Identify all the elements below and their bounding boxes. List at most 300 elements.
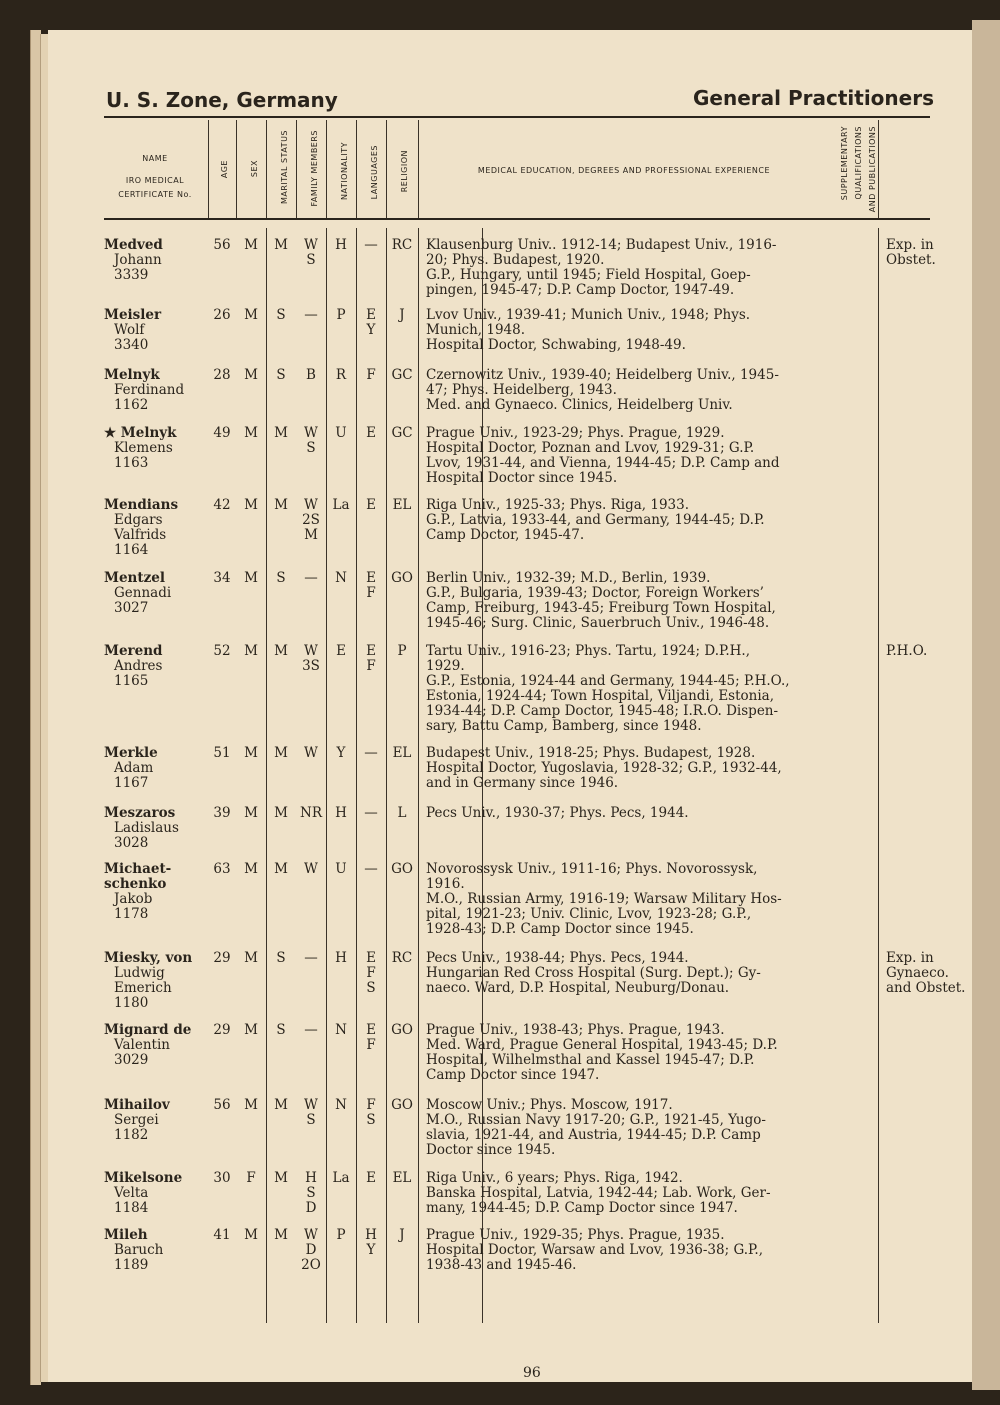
sex-cell-value: M xyxy=(244,1097,258,1113)
experience-line: Riga Univ., 6 years; Phys. Riga, 1942. xyxy=(426,1170,683,1186)
col-nationality-header: NATIONALITY xyxy=(340,142,349,200)
family-cell xyxy=(296,426,326,456)
header-rule xyxy=(104,218,930,220)
experience-line: M.O., Russian Navy 1917-20; G.P., 1921-45, Yugo- xyxy=(426,1112,766,1128)
marital-cell xyxy=(266,1023,296,1038)
languages-cell-value: E xyxy=(366,425,376,441)
sex-cell xyxy=(236,571,266,586)
religion-cell-value: GO xyxy=(391,861,413,877)
sex-cell xyxy=(236,746,266,761)
family-cell xyxy=(296,746,326,761)
given-name-or-cert: Valentin xyxy=(114,1037,170,1053)
languages-cell-value: E xyxy=(366,1022,376,1038)
surname: Miesky, von xyxy=(104,950,193,966)
surname: Meisler xyxy=(104,307,162,323)
languages-cell xyxy=(356,1098,386,1128)
experience-line: Lvov Univ., 1939-41; Munich Univ., 1948; Phys. xyxy=(426,307,751,323)
age-cell xyxy=(208,238,236,253)
sex-cell xyxy=(236,806,266,821)
religion-cell-value: GC xyxy=(391,425,413,441)
languages-cell-value: — xyxy=(364,861,378,877)
languages-cell xyxy=(356,951,386,996)
nationality-cell xyxy=(326,308,356,323)
name-cell xyxy=(104,308,214,353)
col-age-header: AGE xyxy=(220,160,229,179)
column-headers xyxy=(104,120,934,218)
surname: Michaet- xyxy=(104,861,172,877)
marital-cell xyxy=(266,426,296,441)
nationality-cell xyxy=(326,498,356,513)
sex-cell-value: M xyxy=(244,950,258,966)
languages-cell xyxy=(356,498,386,513)
languages-cell xyxy=(356,1228,386,1258)
nationality-cell-value: N xyxy=(335,1097,347,1113)
languages-cell-value: Y xyxy=(366,322,376,338)
experience-line: 47; Phys. Heidelberg, 1943. xyxy=(426,382,617,398)
experience-line: Prague Univ., 1938-43; Phys. Prague, 1943. xyxy=(426,1022,725,1038)
religion-cell-value: J xyxy=(399,307,405,323)
nationality-cell xyxy=(326,746,356,761)
name-cell xyxy=(104,238,214,283)
experience-line: Prague Univ., 1923-29; Phys. Prague, 1929. xyxy=(426,425,725,441)
nationality-cell xyxy=(326,951,356,966)
sex-cell-value: F xyxy=(246,1170,256,1186)
supplementary-line: Exp. in xyxy=(886,950,934,966)
age-cell-value: 49 xyxy=(213,425,231,441)
experience-line: Tartu Univ., 1916-23; Phys. Tartu, 1924; D.P.H., xyxy=(426,643,750,659)
experience-line: Pecs Univ., 1938-44; Phys. Pecs, 1944. xyxy=(426,950,689,966)
religion-cell xyxy=(386,368,418,383)
nationality-cell-value: U xyxy=(335,861,347,877)
experience-line: Hungarian Red Cross Hospital (Surg. Dept.); Gy- xyxy=(426,965,761,981)
experience-cell xyxy=(426,951,874,996)
sex-cell-value: M xyxy=(244,425,258,441)
age-cell-value: 30 xyxy=(213,1170,231,1186)
experience-cell xyxy=(426,1098,874,1158)
family-cell-value: S xyxy=(306,440,316,456)
languages-cell-value: E xyxy=(366,497,376,513)
experience-cell xyxy=(426,368,874,413)
religion-cell xyxy=(386,862,418,877)
languages-cell-value: — xyxy=(364,745,378,761)
experience-line: Hospital Doctor, Warsaw and Lvov, 1936-38; G.P., xyxy=(426,1242,763,1258)
experience-line: Berlin Univ., 1932-39; M.D., Berlin, 1939. xyxy=(426,570,711,586)
name-cell xyxy=(104,806,214,851)
marital-cell xyxy=(266,1171,296,1186)
sex-cell-value: M xyxy=(244,1022,258,1038)
given-name-or-cert: Ludwig xyxy=(114,965,165,981)
age-cell xyxy=(208,308,236,323)
marital-cell-value: M xyxy=(274,497,288,513)
supplementary-cell xyxy=(886,238,976,268)
experience-line: Prague Univ., 1929-35; Phys. Prague, 1935. xyxy=(426,1227,725,1243)
given-name-or-cert: 1163 xyxy=(114,455,149,471)
age-cell-value: 41 xyxy=(213,1227,231,1243)
nationality-cell-value: H xyxy=(335,950,347,966)
page xyxy=(48,30,972,1382)
sex-cell-value: M xyxy=(244,237,258,253)
languages-cell xyxy=(356,862,386,877)
marital-cell xyxy=(266,368,296,383)
given-name-or-cert: 3340 xyxy=(114,337,149,353)
nationality-cell-value: La xyxy=(332,497,350,513)
age-cell-value: 29 xyxy=(213,950,231,966)
given-name-or-cert: Wolf xyxy=(114,322,145,338)
supplementary-line: Gynaeco. xyxy=(886,965,949,981)
marital-cell-value: S xyxy=(276,367,286,383)
family-cell xyxy=(296,238,326,268)
surname: Mihailov xyxy=(104,1097,170,1113)
religion-cell-value: GO xyxy=(391,1022,413,1038)
languages-cell-value: F xyxy=(366,585,376,601)
languages-cell xyxy=(356,238,386,253)
family-cell-value: D xyxy=(305,1242,317,1258)
experience-cell xyxy=(426,308,874,353)
marital-cell-value: M xyxy=(274,643,288,659)
languages-cell-value: S xyxy=(366,1112,376,1128)
experience-line: G.P., Bulgaria, 1939-43; Doctor, Foreign Workers’ xyxy=(426,585,764,601)
age-cell xyxy=(208,644,236,659)
experience-line: Camp Doctor since 1947. xyxy=(426,1067,600,1083)
age-cell xyxy=(208,806,236,821)
age-cell-value: 29 xyxy=(213,1022,231,1038)
column-divider-header xyxy=(236,120,237,218)
marital-cell xyxy=(266,806,296,821)
age-cell-value: 56 xyxy=(213,237,231,253)
marital-cell xyxy=(266,951,296,966)
languages-cell xyxy=(356,644,386,674)
page-number: 96 xyxy=(523,1365,541,1381)
experience-cell xyxy=(426,746,874,791)
family-cell-value: S xyxy=(306,1185,316,1201)
name-cell xyxy=(104,644,214,689)
religion-cell xyxy=(386,1171,418,1186)
experience-line: Munich, 1948. xyxy=(426,322,526,338)
given-name-or-cert: Klemens xyxy=(114,440,173,456)
religion-cell-value: RC xyxy=(391,237,413,253)
family-cell-value: 2O xyxy=(301,1257,321,1273)
languages-cell-value: F xyxy=(366,658,376,674)
sex-cell-value: M xyxy=(244,745,258,761)
experience-line: sary, Battu Camp, Bamberg, since 1948. xyxy=(426,718,702,734)
languages-cell-value: Y xyxy=(366,1242,376,1258)
age-cell-value: 34 xyxy=(213,570,231,586)
languages-cell xyxy=(356,368,386,383)
languages-cell xyxy=(356,1171,386,1186)
experience-line: Hospital Doctor since 1945. xyxy=(426,470,618,486)
given-name-or-cert: 3029 xyxy=(114,1052,149,1068)
column-divider xyxy=(386,228,387,1323)
given-name-or-cert: 1165 xyxy=(114,673,149,689)
experience-line: Med. and Gynaeco. Clinics, Heidelberg Univ. xyxy=(426,397,733,413)
religion-cell-value: EL xyxy=(392,497,412,513)
sex-cell-value: M xyxy=(244,367,258,383)
religion-cell xyxy=(386,1023,418,1038)
experience-line: 1916. xyxy=(426,876,465,892)
supplementary-line: and Obstet. xyxy=(886,980,966,996)
given-name-or-cert: 1162 xyxy=(114,397,149,413)
religion-cell-value: GO xyxy=(391,1097,413,1113)
sex-cell xyxy=(236,1228,266,1243)
column-divider xyxy=(878,228,879,1323)
sex-cell-value: M xyxy=(244,307,258,323)
family-cell xyxy=(296,308,326,323)
experience-line: 1945-46; Surg. Clinic, Sauerbruch Univ., 1946-48. xyxy=(426,615,770,631)
header-left-title: U. S. Zone, Germany xyxy=(106,88,338,112)
sex-cell xyxy=(236,862,266,877)
nationality-cell-value: U xyxy=(335,425,347,441)
nationality-cell-value: P xyxy=(336,1227,346,1243)
surname-continuation: schenko xyxy=(104,876,167,892)
given-name-or-cert: 1182 xyxy=(114,1127,149,1143)
column-divider-header xyxy=(418,120,419,218)
given-name-or-cert: Andres xyxy=(114,658,163,674)
marital-cell xyxy=(266,308,296,323)
header-right-title: General Practitioners xyxy=(693,86,934,110)
family-cell xyxy=(296,1023,326,1038)
languages-cell xyxy=(356,426,386,441)
experience-line: 1928-43; D.P. Camp Doctor since 1945. xyxy=(426,921,694,937)
languages-cell-value: E xyxy=(366,307,376,323)
religion-cell-value: P xyxy=(397,643,407,659)
experience-line: 1938-43 and 1945-46. xyxy=(426,1257,577,1273)
column-divider-header xyxy=(266,120,267,218)
languages-cell-value: F xyxy=(366,1037,376,1053)
age-cell-value: 51 xyxy=(213,745,231,761)
supplementary-cell xyxy=(886,644,976,659)
nationality-cell xyxy=(326,426,356,441)
given-name-or-cert: Johann xyxy=(114,252,162,268)
religion-cell xyxy=(386,746,418,761)
marital-cell-value: M xyxy=(274,1227,288,1243)
nationality-cell-value: Y xyxy=(336,745,346,761)
given-name-or-cert: 1178 xyxy=(114,906,149,922)
languages-cell-value: F xyxy=(366,965,376,981)
column-divider xyxy=(418,228,419,1323)
sex-cell xyxy=(236,1098,266,1113)
marital-cell xyxy=(266,498,296,513)
sex-cell xyxy=(236,951,266,966)
sex-cell xyxy=(236,426,266,441)
given-name-or-cert: 1164 xyxy=(114,542,149,558)
given-name-or-cert: Emerich xyxy=(114,980,172,996)
marital-cell xyxy=(266,238,296,253)
sex-cell xyxy=(236,1171,266,1186)
family-cell xyxy=(296,368,326,383)
experience-line: pital, 1921-23; Univ. Clinic, Lvov, 1923-28; G.P., xyxy=(426,906,752,922)
religion-cell xyxy=(386,498,418,513)
experience-line: pingen, 1945-47; D.P. Camp Doctor, 1947-49. xyxy=(426,282,735,298)
religion-cell-value: RC xyxy=(391,950,413,966)
age-cell xyxy=(208,426,236,441)
languages-cell xyxy=(356,806,386,821)
sex-cell-value: M xyxy=(244,643,258,659)
family-cell-value: 3S xyxy=(302,658,320,674)
experience-cell xyxy=(426,571,874,631)
family-cell-value: M xyxy=(304,527,318,543)
experience-line: Hospital, Wilhelmsthal and Kassel 1945-47; D.P. xyxy=(426,1052,755,1068)
family-cell-value: 2S xyxy=(302,512,320,528)
age-cell-value: 63 xyxy=(213,861,231,877)
age-cell xyxy=(208,746,236,761)
given-name-or-cert: Ladislaus xyxy=(114,820,179,836)
nationality-cell xyxy=(326,806,356,821)
name-cell xyxy=(104,498,214,558)
given-name-or-cert: Jakob xyxy=(114,891,153,907)
marital-cell-value: S xyxy=(276,307,286,323)
experience-line: Novorossysk Univ., 1911-16; Phys. Novorossysk, xyxy=(426,861,758,877)
marital-cell-value: S xyxy=(276,950,286,966)
supplementary-line: Obstet. xyxy=(886,252,936,268)
age-cell xyxy=(208,1023,236,1038)
given-name-or-cert: 3027 xyxy=(114,600,149,616)
languages-cell-value: E xyxy=(366,950,376,966)
languages-cell xyxy=(356,746,386,761)
languages-cell-value: E xyxy=(366,1170,376,1186)
surname: ★ Melnyk xyxy=(104,425,177,441)
given-name-or-cert: Sergei xyxy=(114,1112,159,1128)
experience-cell xyxy=(426,806,874,821)
nationality-cell-value: N xyxy=(335,1022,347,1038)
age-cell xyxy=(208,1228,236,1243)
family-cell xyxy=(296,571,326,586)
family-cell-value: S xyxy=(306,252,316,268)
experience-line: M.O., Russian Army, 1916-19; Warsaw Military Hos- xyxy=(426,891,782,907)
family-cell-value: W xyxy=(304,497,318,513)
age-cell xyxy=(208,951,236,966)
family-cell-value: B xyxy=(306,367,316,383)
marital-cell xyxy=(266,644,296,659)
marital-cell-value: M xyxy=(274,1097,288,1113)
age-cell-value: 26 xyxy=(213,307,231,323)
religion-cell xyxy=(386,1228,418,1243)
experience-line: Lvov, 1931-44, and Vienna, 1944-45; D.P. Camp and xyxy=(426,455,780,471)
marital-cell xyxy=(266,862,296,877)
religion-cell-value: EL xyxy=(392,1170,412,1186)
supplementary-cell xyxy=(886,951,976,996)
marital-cell-value: S xyxy=(276,570,286,586)
surname: Mentzel xyxy=(104,570,165,586)
column-divider-header xyxy=(878,120,879,218)
given-name-or-cert: 1167 xyxy=(114,775,149,791)
languages-cell xyxy=(356,571,386,601)
top-rule xyxy=(104,116,930,118)
religion-cell xyxy=(386,644,418,659)
experience-line: Estonia, 1924-44; Town Hospital, Viljandi, Estonia, xyxy=(426,688,775,704)
experience-line: Klausenburg Univ.. 1912-14; Budapest Univ., 1916- xyxy=(426,237,777,253)
nationality-cell xyxy=(326,1171,356,1186)
family-cell-value: S xyxy=(306,1112,316,1128)
nationality-cell xyxy=(326,644,356,659)
family-cell-value: — xyxy=(304,950,318,966)
religion-cell-value: GC xyxy=(391,367,413,383)
languages-cell-value: E xyxy=(366,643,376,659)
age-cell xyxy=(208,498,236,513)
surname: Mileh xyxy=(104,1227,148,1243)
nationality-cell xyxy=(326,571,356,586)
surname: Melnyk xyxy=(104,367,160,383)
given-name-or-cert: 3028 xyxy=(114,835,149,851)
experience-line: and in Germany since 1946. xyxy=(426,775,619,791)
languages-cell-value: — xyxy=(364,805,378,821)
nationality-cell-value: H xyxy=(335,237,347,253)
name-cell xyxy=(104,368,214,413)
family-cell-value: — xyxy=(304,307,318,323)
religion-cell xyxy=(386,951,418,966)
family-cell xyxy=(296,1171,326,1216)
sex-cell xyxy=(236,498,266,513)
experience-line: Doctor since 1945. xyxy=(426,1142,556,1158)
nationality-cell xyxy=(326,1098,356,1113)
experience-line: Moscow Univ.; Phys. Moscow, 1917. xyxy=(426,1097,673,1113)
nationality-cell xyxy=(326,238,356,253)
experience-cell xyxy=(426,498,874,543)
religion-cell xyxy=(386,1098,418,1113)
sex-cell xyxy=(236,1023,266,1038)
given-name-or-cert: 1180 xyxy=(114,995,149,1011)
religion-cell xyxy=(386,571,418,586)
marital-cell xyxy=(266,1228,296,1243)
surname: Meszaros xyxy=(104,805,176,821)
column-divider xyxy=(356,228,357,1323)
sex-cell xyxy=(236,308,266,323)
age-cell xyxy=(208,571,236,586)
marital-cell-value: M xyxy=(274,1170,288,1186)
supplementary-line: Exp. in xyxy=(886,237,934,253)
name-cell xyxy=(104,1228,214,1273)
col-supp-header-2: QUALIFICATIONS xyxy=(854,126,863,200)
religion-cell xyxy=(386,426,418,441)
family-cell-value: — xyxy=(304,1022,318,1038)
family-cell-value: NR xyxy=(300,805,322,821)
experience-line: 20; Phys. Budapest, 1920. xyxy=(426,252,605,268)
age-cell xyxy=(208,368,236,383)
marital-cell-value: M xyxy=(274,805,288,821)
marital-cell-value: M xyxy=(274,861,288,877)
religion-cell xyxy=(386,806,418,821)
languages-cell-value: F xyxy=(366,367,376,383)
experience-line: 1929. xyxy=(426,658,465,674)
nationality-cell-value: R xyxy=(335,367,347,383)
experience-cell xyxy=(426,1171,874,1216)
col-education-header: MEDICAL EDUCATION, DEGREES AND PROFESSIONAL EXPERIENCE xyxy=(477,166,771,175)
nationality-cell-value: P xyxy=(336,307,346,323)
nationality-cell xyxy=(326,862,356,877)
experience-line: G.P., Hungary, until 1945; Field Hospital, Goep- xyxy=(426,267,751,283)
experience-cell xyxy=(426,862,874,937)
given-name-or-cert: Baruch xyxy=(114,1242,164,1258)
given-name-or-cert: 1189 xyxy=(114,1257,149,1273)
name-cell xyxy=(104,746,214,791)
surname: Merend xyxy=(104,643,163,659)
column-divider-header xyxy=(386,120,387,218)
religion-cell-value: EL xyxy=(392,745,412,761)
name-cell xyxy=(104,1171,214,1216)
experience-line: Pecs Univ., 1930-37; Phys. Pecs, 1944. xyxy=(426,805,689,821)
next-page-edge xyxy=(972,20,1000,1390)
column-divider-header xyxy=(208,120,209,218)
supplementary-line: P.H.O. xyxy=(886,643,928,659)
religion-cell-value: L xyxy=(397,805,407,821)
sex-cell xyxy=(236,238,266,253)
nationality-cell xyxy=(326,1228,356,1243)
name-cell xyxy=(104,1098,214,1143)
experience-line: Budapest Univ., 1918-25; Phys. Budapest, 1928. xyxy=(426,745,756,761)
col-marital-header: MARITAL STATUS xyxy=(280,130,289,205)
experience-line: Camp Doctor, 1945-47. xyxy=(426,527,585,543)
family-cell-value: H xyxy=(305,1170,317,1186)
given-name-or-cert: Velta xyxy=(114,1185,149,1201)
